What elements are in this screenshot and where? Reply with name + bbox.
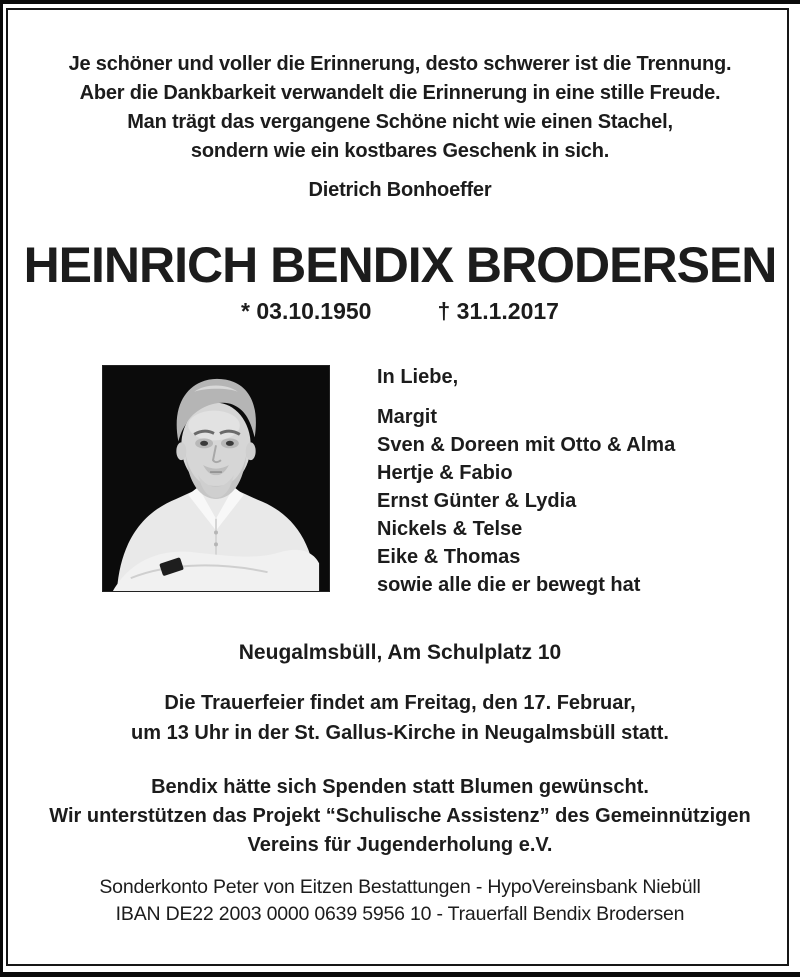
- service-line: um 13 Uhr in der St. Gallus-Kirche in Neugalmsbüll statt.: [131, 722, 669, 744]
- quote-line: Je schöner und voller die Erinnerung, desto schwerer ist die Trennung.: [68, 53, 732, 75]
- quote-line: Aber die Dankbarkeit verwandelt die Erinnerung in eine stille Freude.: [79, 82, 721, 104]
- donation-line: Bendix hätte sich Spenden statt Blumen gewünscht.: [151, 776, 649, 798]
- quote-attribution: Dietrich Bonhoeffer: [308, 179, 492, 201]
- service-line: Die Trauerfeier findet am Freitag, den 17. Februar,: [164, 692, 636, 714]
- death-date: † 31.1.2017: [437, 298, 559, 324]
- quote-line: sondern wie ein kostbares Geschenk in sich.: [190, 140, 610, 162]
- donation-line: Wir unterstützen das Projekt “Schulische Assistenz” des Gemeinnützigen: [49, 805, 751, 827]
- family-name: Hertje & Fabio: [377, 462, 513, 484]
- quote-line: Man trägt das vergangene Schöne nicht wie einen Stachel,: [127, 111, 673, 133]
- bank-line: IBAN DE22 2003 0000 0639 5956 10 - Trauerfall Bendix Brodersen: [115, 903, 685, 925]
- bank-line: Sonderkonto Peter von Eitzen Bestattungen - HypoVereinsbank Niebüll: [99, 876, 701, 898]
- birth-date: * 03.10.1950: [241, 298, 372, 324]
- family-name: sowie alle die er bewegt hat: [377, 574, 641, 596]
- family-salutation: In Liebe,: [377, 366, 459, 388]
- portrait-illustration: [103, 366, 329, 591]
- deceased-name: HEINRICH BENDIX BRODERSEN: [23, 237, 777, 293]
- scan-edge-bottom: [0, 972, 800, 977]
- address-line: Neugalmsbüll, Am Schulplatz 10: [238, 641, 562, 664]
- family-list: [377, 364, 675, 599]
- memorial-quote: [0, 50, 800, 205]
- family-name: Nickels & Telse: [377, 518, 523, 540]
- donation-line: Vereins für Jugenderholung e.V.: [247, 834, 553, 856]
- portrait-photo: [102, 365, 330, 592]
- funeral-service-info: [0, 688, 800, 748]
- donation-info: [0, 773, 800, 860]
- family-name: Ernst Günter & Lydia: [377, 490, 577, 512]
- family-name: Eike & Thomas: [377, 546, 521, 568]
- family-name: Sven & Doreen mit Otto & Alma: [377, 434, 676, 456]
- life-dates: [0, 298, 800, 325]
- scan-edge-top: [0, 0, 800, 4]
- family-name: Margit: [377, 406, 437, 428]
- bank-account-info: [0, 874, 800, 928]
